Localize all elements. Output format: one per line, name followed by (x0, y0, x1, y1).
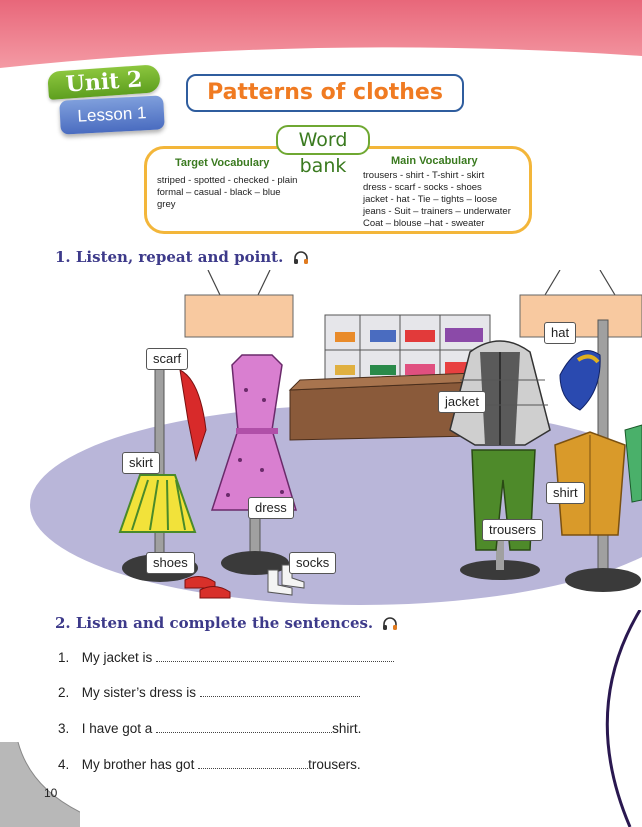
sentence-number: 4. (58, 757, 70, 772)
word-bank-label: Word bank (276, 125, 370, 155)
main-vocab-list (363, 170, 511, 230)
answer-blank[interactable] (198, 757, 308, 769)
sentence-3 (58, 721, 361, 736)
unit-badge: Unit 2 (47, 64, 161, 100)
sentence-text: My jacket is (81, 650, 153, 665)
headphones-icon[interactable] (382, 617, 398, 631)
main-vocab-heading: Main Vocabulary (391, 155, 478, 167)
target-vocab-list (157, 175, 297, 211)
lesson-badge: Lesson 1 (59, 95, 165, 134)
exercise-2-title (55, 614, 398, 632)
target-vocab-heading: Target Vocabulary (175, 157, 270, 169)
sentence-4 (58, 757, 361, 772)
label-skirt: skirt (122, 452, 160, 474)
sentence-ending: shirt. (332, 721, 362, 736)
sentence-text: My sister’s dress is (81, 685, 197, 700)
exercise-1-title (55, 248, 309, 266)
hanging-sign-right (520, 270, 642, 337)
main-vocab-line: jeans - Suit – trainers – underwater (363, 206, 511, 217)
answer-blank[interactable] (200, 685, 360, 697)
target-vocab-line: striped - spotted - checked - plain (157, 175, 298, 186)
headphones-icon[interactable] (293, 251, 309, 265)
page-corner (0, 742, 80, 827)
target-vocab-line: formal – casual - black – blue (157, 187, 281, 198)
sentence-ending: trousers. (308, 757, 361, 772)
label-shirt: shirt (546, 482, 585, 504)
sentence-text: I have got a (81, 721, 153, 736)
sentence-number: 1. (58, 650, 70, 665)
label-jacket: jacket (438, 391, 486, 413)
label-scarf: scarf (146, 348, 188, 370)
sentence-number: 2. (58, 685, 70, 700)
main-vocab-line: Coat – blouse –hat - sweater (363, 218, 485, 229)
exercise-2-title-text: 2. Listen and complete the sentences. (55, 614, 374, 632)
sentence-number: 3. (58, 721, 70, 736)
exercise-1-title-text: 1. Listen, repeat and point. (55, 248, 284, 266)
hanging-sign-left (185, 270, 293, 337)
answer-blank[interactable] (156, 721, 332, 733)
sentence-text: My brother has got (81, 757, 195, 772)
main-vocab-line: jacket - hat - Tie – tights – loose (363, 194, 498, 205)
answer-blank[interactable] (156, 650, 394, 662)
page-number: 10 (44, 786, 58, 800)
label-dress: dress (248, 497, 294, 519)
target-vocab-line: grey (157, 199, 176, 210)
label-hat: hat (544, 322, 576, 344)
main-vocab-line: dress - scarf - socks - shoes (363, 182, 482, 193)
label-socks: socks (289, 552, 336, 574)
sentence-2 (58, 685, 360, 700)
label-trousers: trousers (482, 519, 543, 541)
top-band (0, 0, 642, 70)
label-shoes: shoes (146, 552, 195, 574)
main-vocab-line: trousers - shirt - T-shirt - skirt (363, 170, 485, 181)
sentence-1 (58, 650, 394, 665)
decorative-curve (590, 610, 642, 827)
page-title: Patterns of clothes (186, 74, 464, 112)
